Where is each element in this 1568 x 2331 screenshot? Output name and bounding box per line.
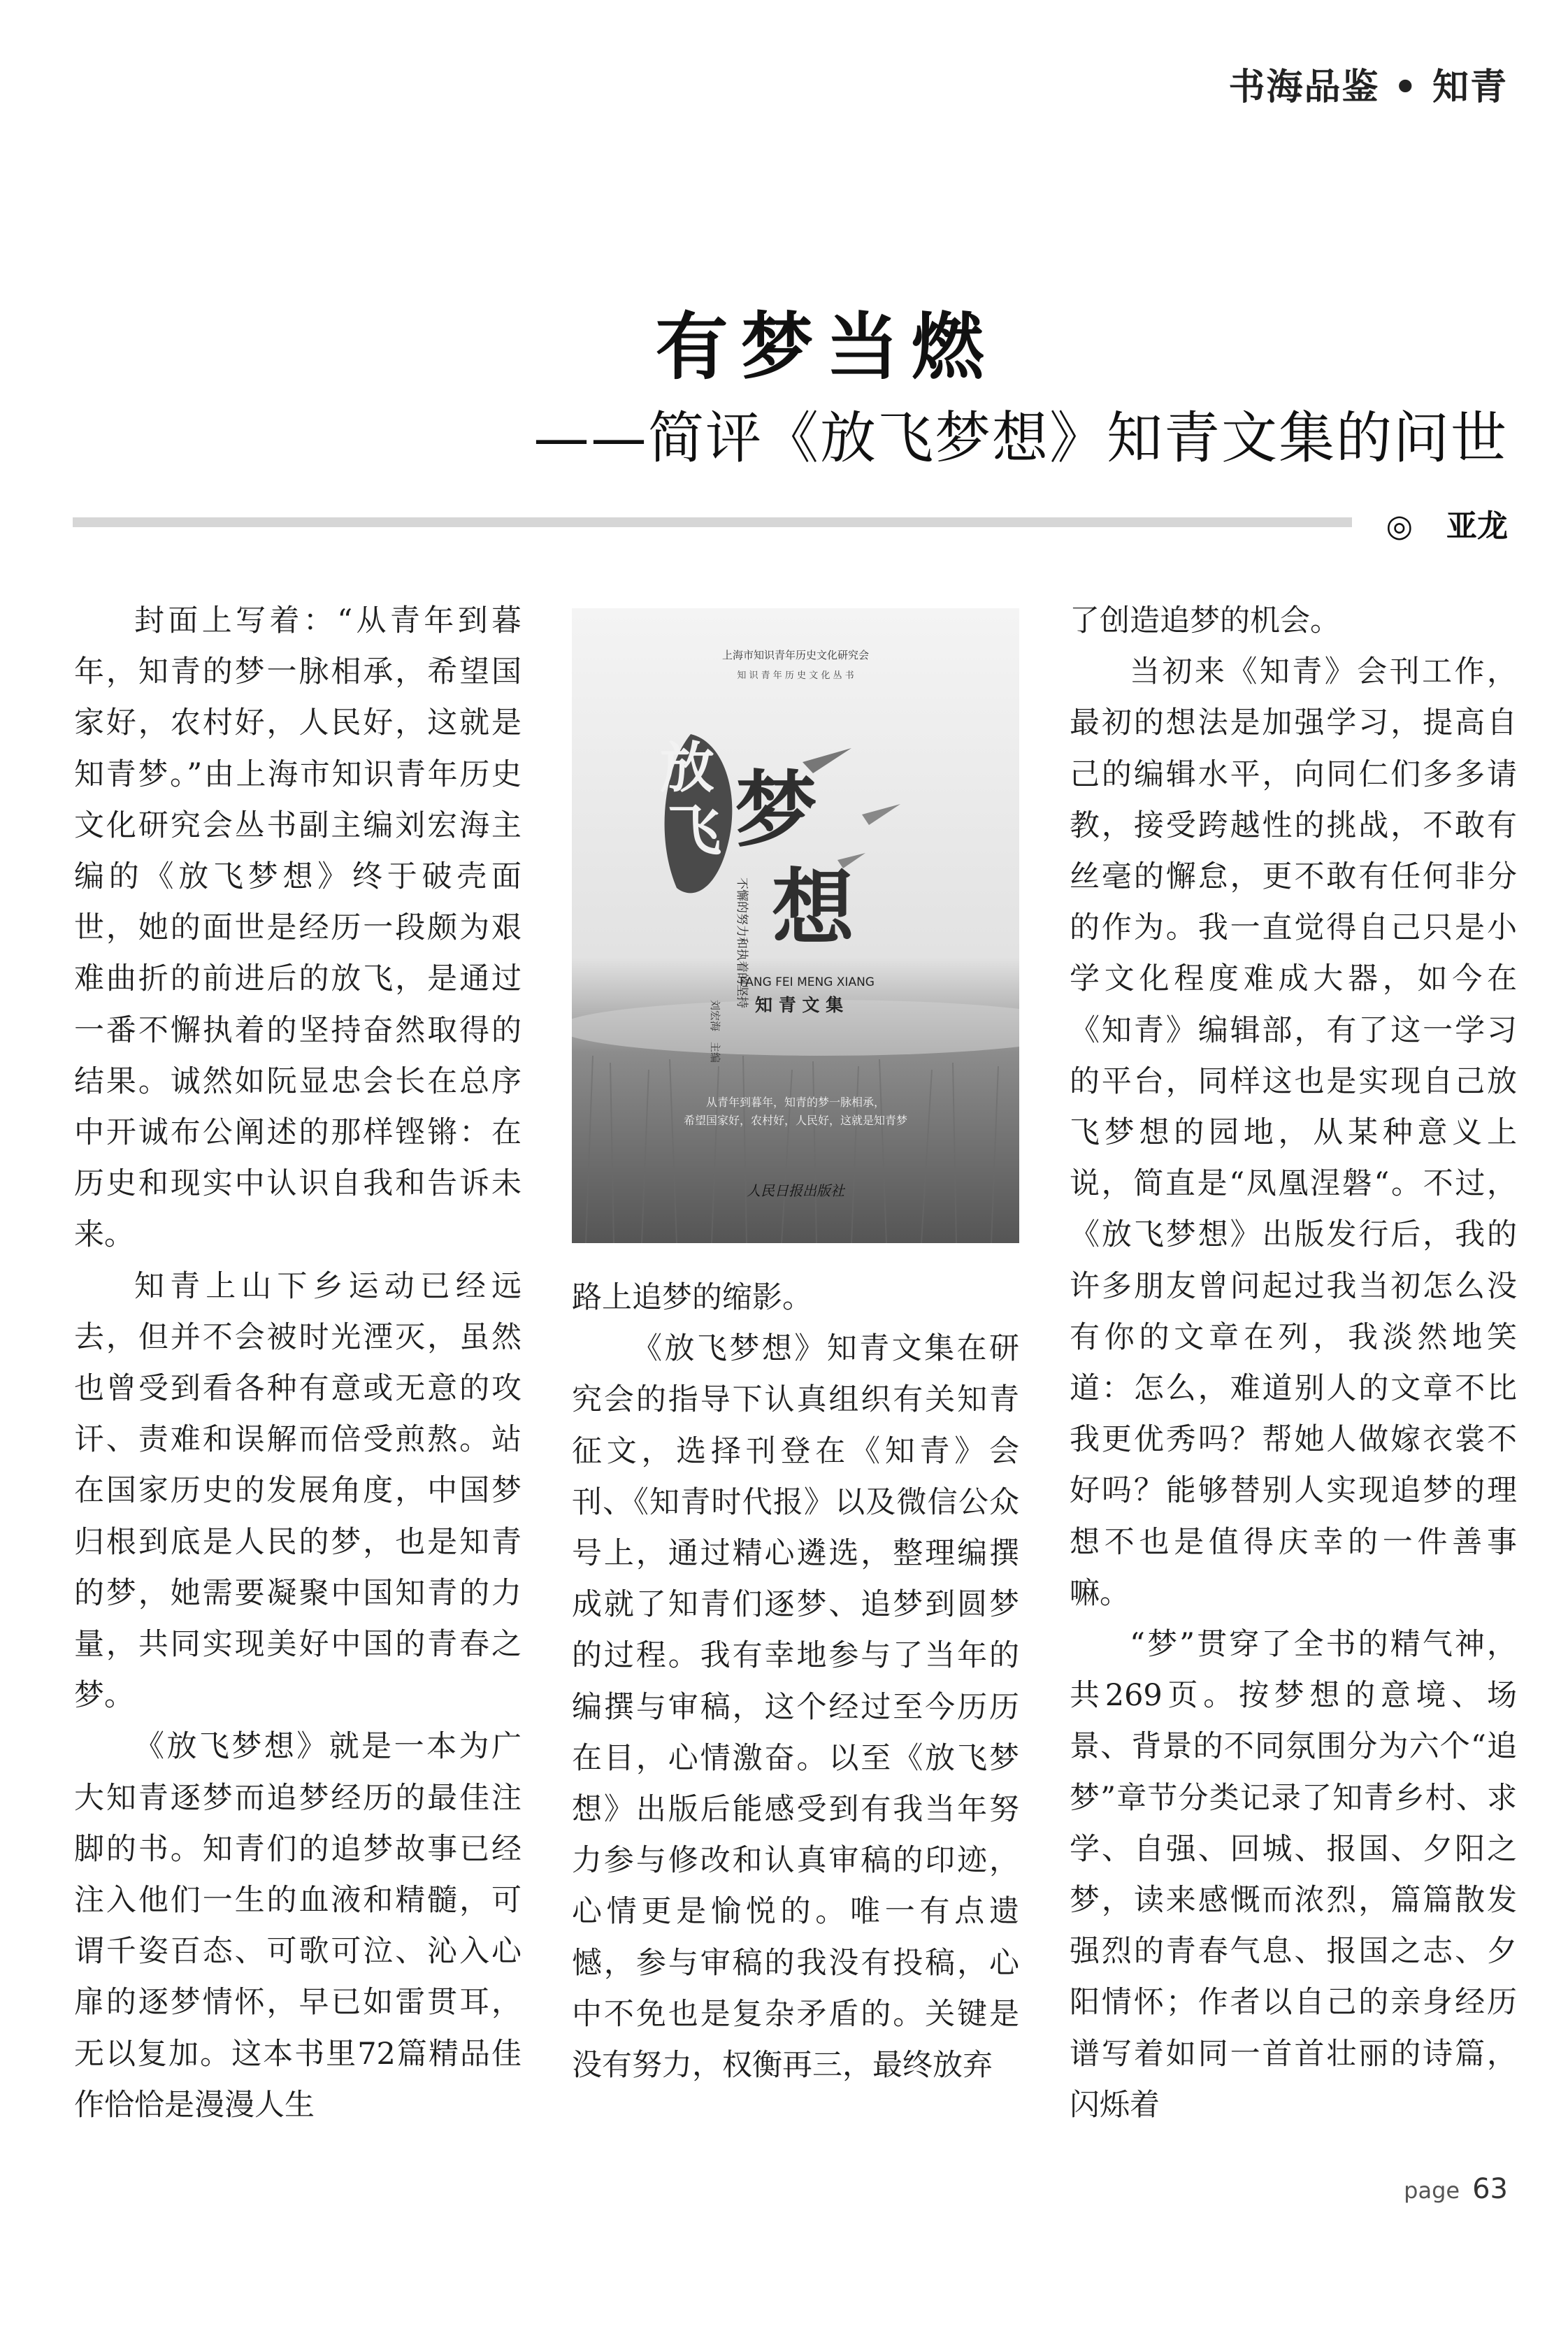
- paragraph: 封面上写着：“从青年到暮年，知青的梦一脉相承，希望国家好，农村好，人民好，这就是知青梦。”由上海市知识青年历史文化研究会丛书副主编刘宏海主编的《放飞梦想》终于破壳面世，她的面世是经历一段颇为艰难曲折的前进后的放飞，是通过一番不懈执着的坚持奋然取得的结果。诚然如阮显忠会长在总序中开诚布公阐述的那样铿锵：在历史和现实中认识自我和告诉未来。: [74, 603, 522, 1253]
- cover-quote-line1: 从青年到暮年，知青的梦一脉相承，: [705, 1096, 886, 1109]
- text-column-3: [1070, 596, 1517, 2131]
- article-title: 有梦当燃: [655, 304, 997, 389]
- page-word: page: [1404, 2177, 1460, 2204]
- cover-org-line1: 上海市知识青年历史文化研究会: [721, 649, 870, 661]
- cover-editor: 刘宏海 主编: [709, 1000, 721, 1063]
- paragraph: 《放飞梦想》知青文集在研究会的指导下认真组织有关知青征文，选择刊登在《知青》会刊、《知青时代报》以及微信公众号上，通过精心遴选，整理编撰成就了知青们逐梦、追梦到圆梦的过程。我有幸地参与了当年的编撰与审稿，这个经过至今历历在目，心情激奋。以至《放飞梦想》出版后能感受到有我当年努力参与修改和认真审稿的印迹，心情更是愉悦的。唯一有点遗憾，参与审稿的我没有投稿，心中不免也是复杂矛盾的。关键是没有努力，权衡再三，最终放弃: [572, 1331, 1019, 2083]
- cover-publisher: 人民日报出版社: [747, 1182, 844, 1199]
- page-footer: [1404, 2173, 1508, 2205]
- paragraph: 了创造追梦的机会。: [1070, 603, 1340, 638]
- cover-series: 知 青 文 集: [755, 995, 844, 1015]
- byline: [1386, 501, 1508, 545]
- byline-mark-icon: ◎: [1386, 508, 1413, 544]
- cover-title-xiang: 想: [771, 860, 855, 956]
- paragraph: 路上追梦的缩影。: [572, 1280, 812, 1315]
- title-rule: [73, 517, 1352, 527]
- paragraph: 当初来《知青》会刊工作，最初的想法是加强学习，提高自己的编辑水平，向同仁们多多请教，接受跨越性的挑战，不敢有丝毫的懈怠，更不敢有任何非分的作为。我一直觉得自己只是小学文化程度难成大器，如今在《知青》编辑部，有了这一学习的平台，同样这也是实现自己放飞梦想的园地，从某种意义上说，简直是“凤凰涅磐“。不过，《放飞梦想》出版发行后，我的许多朋友曾问起过我当初怎么没有你的文章在列，我淡然地笑道：怎么，难道别人的文章不比我更优秀吗？帮她人做嫁衣裳不好吗？能够替别人实现追梦的理想不也是值得庆幸的一件善事嘛。: [1070, 654, 1517, 1611]
- section-header: 书海品鉴 • 知青: [1228, 66, 1508, 108]
- cover-pinyin: FANG FEI MENG XIANG: [740, 975, 875, 989]
- cover-org-line2: 知 识 青 年 历 史 文 化 丛 书: [737, 670, 854, 681]
- cover-title-fang: 放: [659, 737, 715, 800]
- cover-vertical-tagline: 不懈的努力和执着的坚持: [735, 877, 749, 1008]
- paragraph: 《放飞梦想》就是一本为广大知青逐梦而追梦经历的最佳注脚的书。知青们的追梦故事已经注入他们一生的血液和精髓，可谓千姿百态、可歌可泣、沁入心扉的逐梦情怀，早已如雷贯耳，无以复加。这本书里72篇精品佳作恰恰是漫漫人生: [74, 1729, 522, 2123]
- author-name: 亚龙: [1446, 508, 1508, 544]
- page-number: 63: [1472, 2173, 1508, 2205]
- cover-title-fei: 飞: [666, 800, 722, 863]
- paragraph: 知青上山下乡运动已经远去，但并不会被时光湮灭，虽然也曾受到看各种有意或无意的攻讦、责难和误解而倍受煎熬。站在国家历史的发展角度，中国梦归根到底是人民的梦，也是知青的梦，她需要凝聚中国知青的力量，共同实现美好中国的青春之梦。: [74, 1268, 522, 1714]
- book-cover-image: [572, 608, 1019, 1243]
- paragraph: “梦”贯穿了全书的精气神，共269页。按梦想的意境、场景、背景的不同氛围分为六个“追梦”章节分类记录了知青乡村、求学、自强、回城、报国、夕阳之梦，读来感慨而浓烈，篇篇散发强烈的青春气息、报国之志、夕阳情怀；作者以自己的亲身经历谱写着如同一首首壮丽的诗篇，闪烁着: [1070, 1627, 1517, 2123]
- article-subtitle: ——简评《放飞梦想》知青文集的问世: [533, 406, 1508, 471]
- text-column-2: [572, 1272, 1019, 2091]
- cover-title-meng: 梦: [734, 762, 818, 859]
- text-column-1: [74, 596, 522, 2131]
- cover-quote-line2: 希望国家好，农村好，人民好，这就是知青梦: [683, 1114, 908, 1127]
